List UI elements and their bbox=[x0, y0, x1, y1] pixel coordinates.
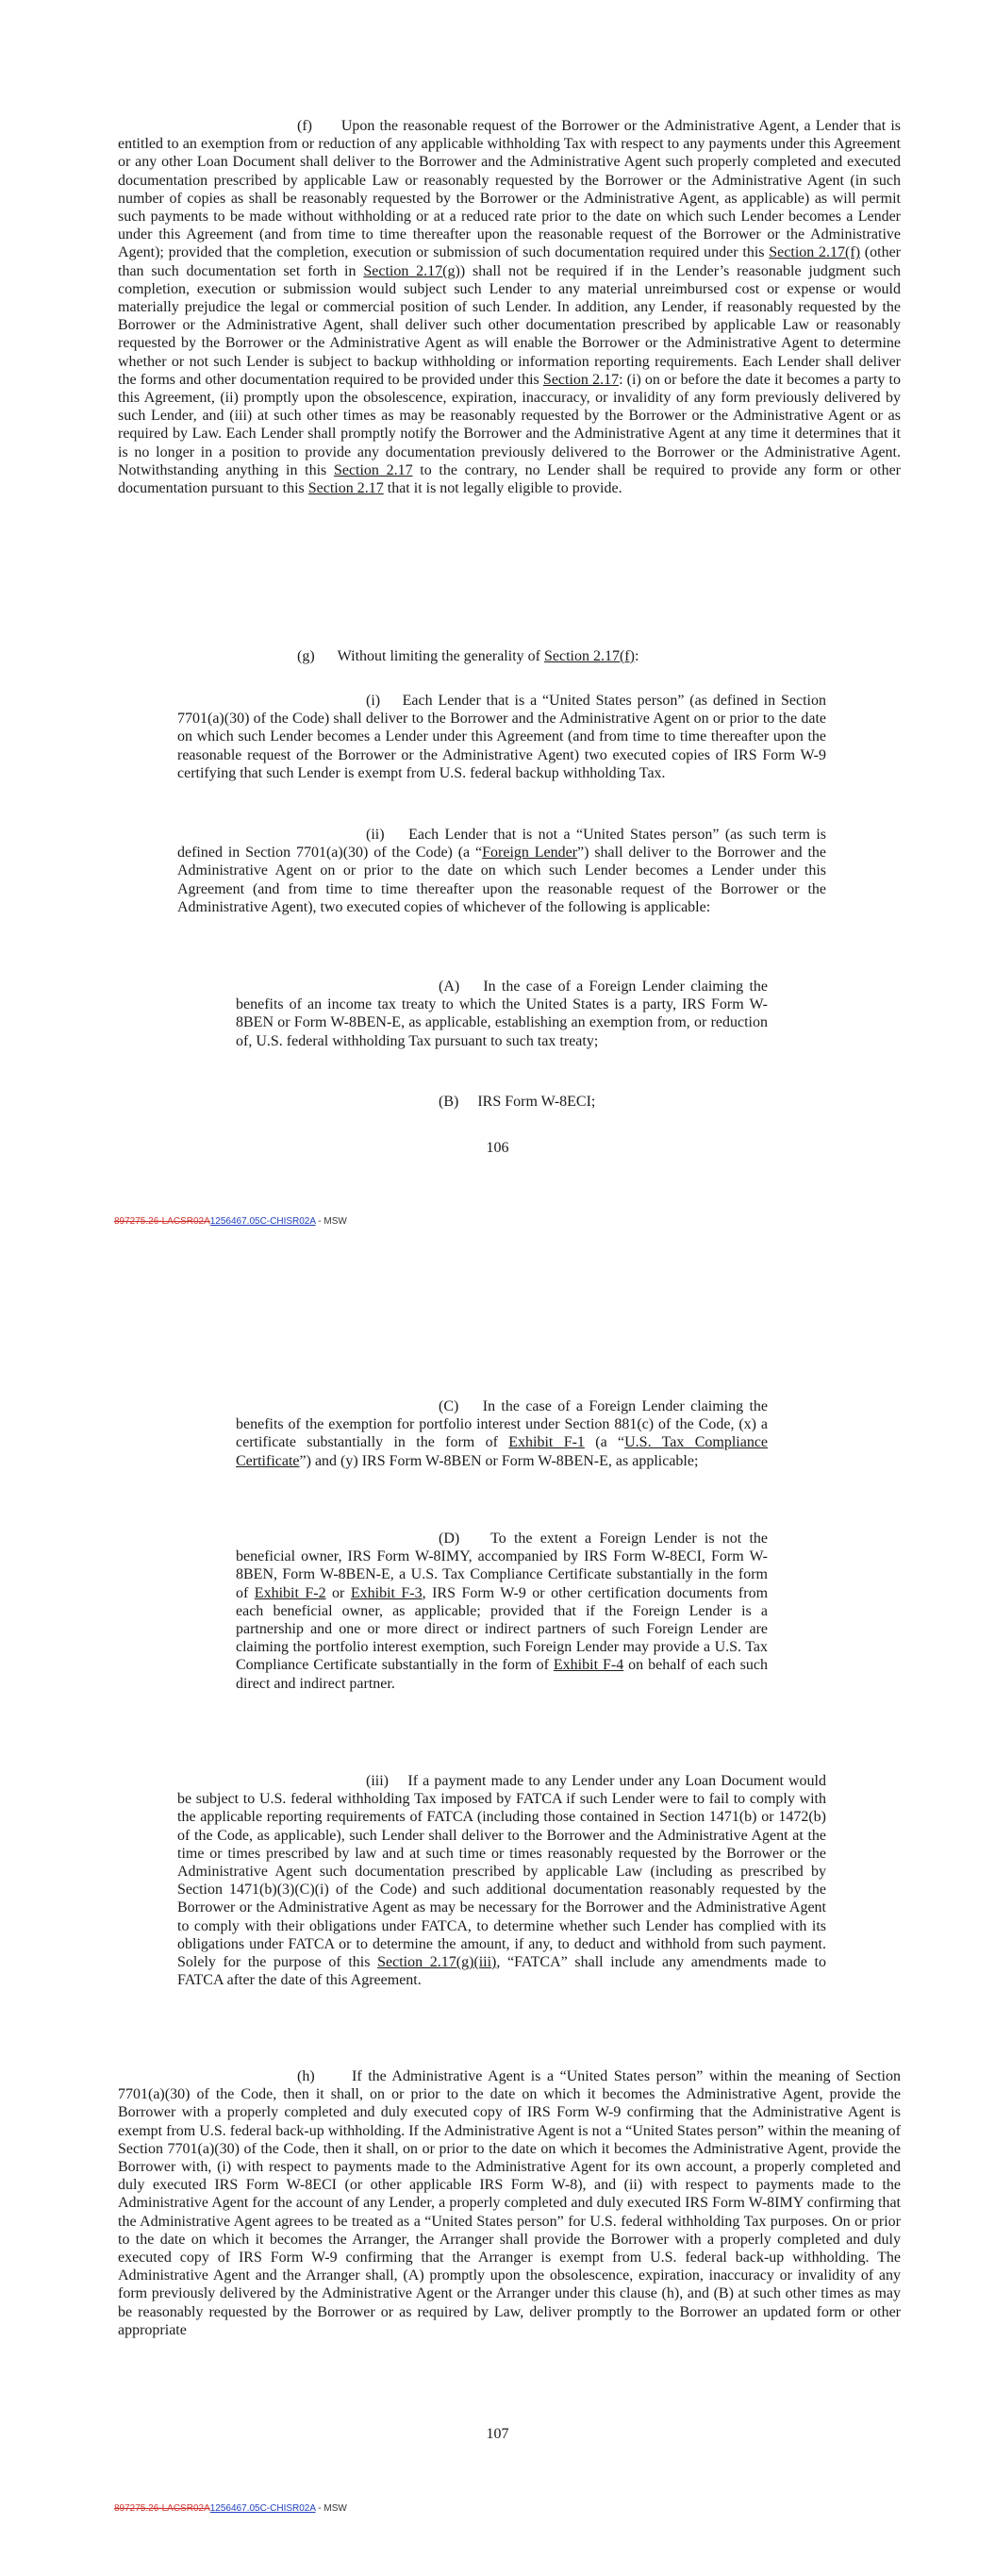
section-ref: Section 2.17(g)(iii) bbox=[377, 1954, 497, 1971]
exhibit-ref: Exhibit F-1 bbox=[508, 1434, 585, 1451]
section-ref: Section 2.17 bbox=[542, 371, 620, 388]
paragraph-g-ii: (ii) Each Lender that is not a “United States person” (as such term is defined in Section 7701(a)(30) of the Code) (a “Foreign Lender”) shall deliver to the Borrower and the Administrative Agent on or prior to the date on which such Lender becomes a Lender under this Agreement (and from time to time thereafter upon the reasonable request of the Borrower or the Administrative Agent), two executed copies of whichever of the following is applicable: bbox=[177, 827, 826, 915]
paragraph-h: (h) If the Administrative Agent is a “United States person” within the meaning of Section 7701(a)(30) of the Code, then it shall, on or prior to the date on which it becomes the Administrative Agent, provide the Borrower with a properly completed and duly executed copy of IRS Form W-9 confirming that the Administrative Agent is exempt from U.S. federal back-up withholding. If the Administrative Agent is not a “United States person” within the meaning of Section 7701(a)(30) of the Code, then it shall, on or prior to the date on which it becomes the Administrative Agent, provide the Borrower with, (i) with respect to payments made to the Administrative Agent for its own account, a properly completed and duly executed IRS Form W-8ECI (or other applicable IRS Form W-8), and (ii) with respect to payments made to the Administrative Agent for the account of any Lender, a properly completed and duly executed IRS Form W-8IMY confirming that the Administrative Agent agrees to be treated as a “United States person” for U.S. federal withholding Tax purposes. On or prior to the date on which it becomes the Arranger, the Arranger shall provide the Borrower with a properly completed and duly executed copy of IRS Form W-9 confirming that the Arranger is exempt from U.S. federal back-up withholding. The Administrative Agent and the Arranger shall, (A) promptly upon the obsolescence, expiration, inaccuracy or invalidity of any form previously delivered by the Administrative Agent or the Arranger under this clause (h), and (B) at such other times as may be reasonably requested by the Borrower or as required by Law, deliver promptly to the Borrower an updated form or other appropriate bbox=[118, 2068, 901, 2338]
section-ref: Section 2.17(g) bbox=[363, 262, 460, 279]
deleted-doc-id: 897275.26-LACSR02A bbox=[114, 2503, 210, 2514]
document-footer: 897275.26-LACSR02A1256467.05C-CHISR02A - MSW bbox=[114, 1216, 347, 1227]
exhibit-ref: Exhibit F-4 bbox=[553, 1657, 624, 1674]
document-footer: 897275.26-LACSR02A1256467.05C-CHISR02A - MSW bbox=[114, 2503, 347, 2514]
inserted-doc-id: 1256467.05C-CHISR02A bbox=[209, 2503, 316, 2514]
section-ref: Section 2.17(f) bbox=[769, 244, 861, 261]
section-ref: Section 2.17 bbox=[307, 480, 384, 497]
paragraph-f: (f) Upon the reasonable request of the Borrower or the Administrative Agent, a Lender that is entitled to an exemption from or reduction of any applicable withholding Tax with respect to any payments under this Agreement or any other Loan Document shall deliver to the Borrower and the Administrative Agent such properly completed and executed documentation prescribed by applicable Law or reasonably requested by the Borrower or the Administrative Agent (in such number of copies as shall be reasonably requested by the Borrower or the Administrative Agent, as applicable) as will permit such payments to be made without withholding or at a reduced rate prior to the date on which such Lender becomes a Lender under this Agreement (and from time to time thereafter upon the reasonable request of the Borrower or the Administrative Agent); provided that the completion, execution or submission of such documentation required under this Section 2.17(f) (other than such documentation set forth in Section 2.17(g)) shall not be required if in the Lender’s reasonable judgment such completion, execution or submission would subject such Lender to any material unreimbursed cost or expense or would materially prejudice the legal or commercial position of such Lender. In addition, any Lender, if reasonably requested by the Borrower or the Administrative Agent, shall deliver such other documentation prescribed by applicable Law or reasonably requested by the Borrower or the Administrative Agent as will enable the Borrower or the Administrative Agent to determine whether or not such Lender is subject to backup withholding or information reporting requirements. Each Lender shall deliver the forms and other documentation required to be provided under this Section 2.17: (i) on or before the date it becomes a party to this Agreement, (ii) promptly upon the obsolescence, expiration, inaccuracy, or invalidity of any form previously delivered by such Lender, and (iii) at such other times as may be reasonably requested by the Borrower or the Administrative Agent or as required by Law. Each Lender shall promptly notify the Borrower and the Administrative Agent at any time it determines that it is no longer in a position to provide any documentation previously delivered to the Borrower or the Administrative Agent. Notwithstanding anything in this Section 2.17 to the contrary, no Lender shall be required to provide any form or other documentation pursuant to this Section 2.17 that it is not legally eligible to provide. bbox=[118, 118, 902, 497]
section-ref: Section 2.17(f) bbox=[543, 648, 635, 664]
exhibit-ref: Exhibit F-3 bbox=[350, 1584, 423, 1601]
page-number: 107 bbox=[486, 2426, 509, 2442]
paragraph-g-i: (i) Each Lender that is a “United States person” (as defined in Section 7701(a)(30) of the Code) shall deliver to the Borrower and the Administrative Agent on or prior to the date on which such Lender becomes a Lender under this Agreement (and from time to time thereafter upon the reasonable request of the Borrower or the Administrative Agent) two executed copies of IRS Form W-9 certifying that such Lender is exempt from U.S. federal backup withholding Tax. bbox=[177, 693, 826, 781]
deleted-doc-id: 897275.26-LACSR02A bbox=[114, 1216, 210, 1227]
paragraph-g-iii: (iii) If a payment made to any Lender under any Loan Document would be subject to U.S. federal withholding Tax imposed by FATCA if such Lender were to fail to comply with the applicable reporting requirements of FATCA (including those contained in Section 1471(b) or 1472(b) of the Code, as applicable), such Lender shall deliver to the Borrower and the Administrative Agent at the time or times prescribed by law and at such time or times reasonably requested by the Borrower or the Administrative Agent such documentation prescribed by applicable Law (including as prescribed by Section 1471(b)(3)(C)(i) of the Code) and such additional documentation reasonably requested by the Borrower or the Administrative Agent as may be necessary for the Borrower and the Administrative Agent to comply with their obligations under FATCA, to determine whether such Lender has complied with its obligations under FATCA or to determine the amount, if any, to deduct and withhold from such payment. Solely for the purpose of this Section 2.17(g)(iii), “FATCA” shall include any amendments made to FATCA after the date of this Agreement. bbox=[177, 1773, 826, 1989]
defined-term: U.S. Tax Compliance Certificate bbox=[236, 1434, 769, 1469]
page-number: 106 bbox=[486, 1140, 509, 1156]
paragraph-D: (D) To the extent a Foreign Lender is not the beneficial owner, IRS Form W-8IMY, accompanied by IRS Form W-8ECI, Form W-8BEN, Form W-8BEN-E, a U.S. Tax Compliance Certificate substantially in the form of Exhibit F-2 or Exhibit F-3, IRS Form W-9 or other certification documents from each beneficial owner, as applicable; provided that if the Foreign Lender is a partnership and one or more direct or indirect partners of such Foreign Lender are claiming the portfolio interest exemption, such Foreign Lender may provide a U.S. Tax Compliance Certificate substantially in the form of Exhibit F-4 on behalf of each such direct and indirect partner. bbox=[236, 1531, 769, 1692]
paragraph-g: (g) Without limiting the generality of Section 2.17(f): bbox=[297, 648, 639, 664]
paragraph-A: (A) In the case of a Foreign Lender claiming the benefits of an income tax treaty to which the United States is a party, IRS Form W-8BEN or Form W-8BEN-E, as applicable, establishing an exemption from, or reduction of, U.S. federal withholding Tax pursuant to such tax treaty; bbox=[236, 979, 768, 1049]
inserted-doc-id: 1256467.05C-CHISR02A bbox=[209, 1216, 316, 1227]
paragraph-C: (C) In the case of a Foreign Lender claiming the benefits of the exemption for portfolio interest under Section 881(c) of the Code, (x) a certificate substantially in the form of Exhibit F-1 (a “U.S. Tax Compliance Certificate”) and (y) IRS Form W-8BEN or Form W-8BEN-E, as applicable; bbox=[236, 1398, 769, 1469]
exhibit-ref: Exhibit F-2 bbox=[254, 1584, 326, 1601]
paragraph-B: (B) IRS Form W-8ECI; bbox=[439, 1094, 596, 1110]
defined-term: Foreign Lender bbox=[482, 845, 578, 861]
section-ref: Section 2.17 bbox=[333, 461, 413, 478]
